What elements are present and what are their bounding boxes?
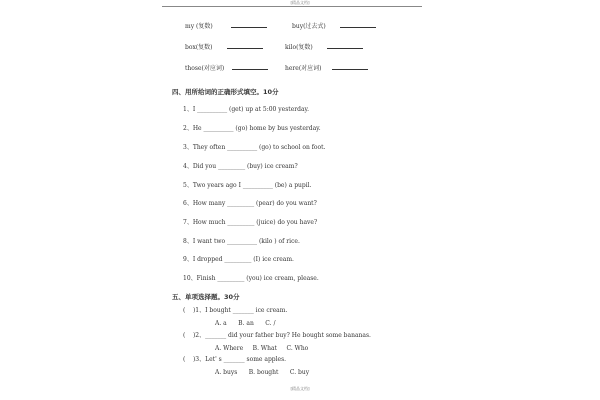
form-row-right: buy(过去式)	[292, 22, 376, 31]
answer-blank[interactable]	[340, 22, 376, 28]
form-row-right: here(对应词)	[285, 64, 368, 73]
exercise-item: 9、I dropped _________ (I) ice cream.	[183, 256, 294, 263]
answer-blank[interactable]	[327, 43, 363, 49]
exercise-item: 2、He __________ (go) home by bus yesterday.	[183, 125, 321, 132]
header-rule	[162, 6, 422, 7]
exercise-item: 4、Did you _________ (buy) ice cream?	[183, 163, 298, 170]
section-title: 四、用所给词的正确形式填空。10分	[172, 88, 279, 96]
question-options: A. Where B. What C. Who	[215, 345, 309, 352]
form-row-left: those(对应词)	[185, 64, 268, 73]
question-options: A. buys B. bought C. buy	[215, 369, 310, 376]
exercise-item: 5、Two years ago I __________ (be) a pupil.	[183, 182, 312, 189]
page-header: [精品文档]	[290, 0, 310, 5]
answer-blank[interactable]	[227, 43, 263, 49]
exercise-item: 1、I __________ (get) up at 5:00 yesterday.	[183, 106, 310, 113]
question-stem: ( )3、Let' s _______ some apples.	[183, 356, 287, 363]
answer-blank[interactable]	[232, 64, 268, 70]
form-row-left: my (复数)	[185, 22, 267, 31]
section-title: 五、单项选择题。30分	[172, 293, 240, 301]
exercise-item: 10、Finish _________ (you) ice cream, please.	[183, 275, 319, 282]
exercise-item: 8、I want two __________ (kilo ) of rice.	[183, 238, 300, 245]
question-options: A. a B. an C. /	[215, 320, 276, 327]
question-stem: ( )2、_______ did your father buy? He bought some bananas.	[183, 332, 371, 339]
form-row-left: box(复数)	[185, 43, 263, 52]
exercise-item: 7、How much _________ (juice) do you have?	[183, 219, 318, 226]
question-stem: ( )1、I bought _______ ice cream.	[183, 307, 288, 314]
answer-blank[interactable]	[332, 64, 368, 70]
form-row-right: kilo(复数)	[285, 43, 363, 52]
exercise-item: 6、How many _________ (pear) do you want?	[183, 200, 317, 207]
exercise-item: 3、They often __________ (go) to school on foot.	[183, 144, 326, 151]
answer-blank[interactable]	[231, 22, 267, 28]
page-footer: [精品文档]	[290, 386, 310, 391]
